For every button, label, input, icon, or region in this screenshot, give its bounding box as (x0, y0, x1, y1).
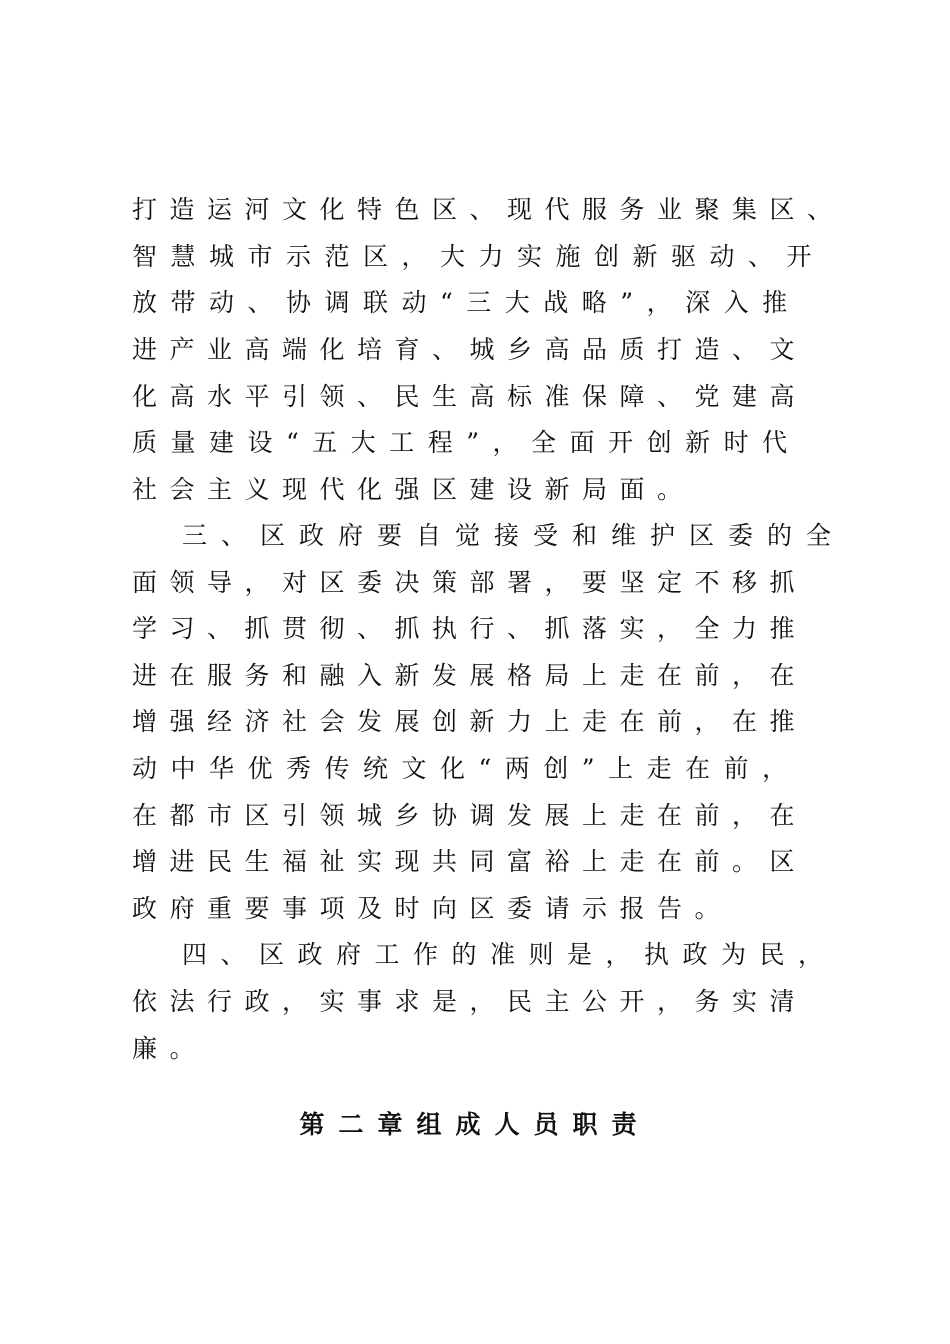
body-line-13: 动中华优秀传统文化“两创”上走在前， (132, 754, 801, 783)
body-line-10: 学习、抓贯彻、抓执行、抓落实，全力推 (132, 614, 808, 643)
body-line-16: 政府重要事项及时向区委请示报告。 (132, 894, 733, 923)
body-line-1: 打造运河文化特色区、现代服务业聚集区、 (132, 195, 845, 224)
chapter-heading: 第二章组成人员职责 (299, 1110, 651, 1139)
body-line-9: 面领导，对区委决策部署，要坚定不移抓 (132, 568, 808, 597)
body-line-11: 进在服务和融入新发展格局上走在前，在 (132, 661, 808, 690)
body-line-4: 进产业高端化培育、城乡高品质打造、文 (132, 335, 808, 364)
body-line-3: 放带动、协调联动“三大战略”，深入推 (132, 288, 801, 317)
paragraph-4-first-line: 四、区政府工作的准则是，执政为民， (182, 940, 837, 969)
body-line-15: 增进民生福祉实现共同富裕上走在前。区 (132, 847, 808, 876)
body-line-19: 廉。 (132, 1034, 208, 1063)
paragraph-3-first-line: 三、区政府要自觉接受和维护区委的全 (182, 521, 846, 550)
body-line-6: 质量建设“五大工程”，全面开创新时代 (132, 428, 801, 457)
body-line-5: 化高水平引领、民生高标准保障、党建高 (132, 382, 808, 411)
body-line-18: 依法行政，实事求是，民主公开，务实清 (132, 987, 808, 1016)
body-line-2: 智慧城市示范区，大力实施创新驱动、开 (132, 242, 826, 271)
body-line-12: 增强经济社会发展创新力上走在前，在推 (132, 707, 808, 736)
body-line-14: 在都市区引领城乡协调发展上走在前，在 (132, 801, 808, 830)
body-line-7: 社会主义现代化强区建设新局面。 (132, 475, 695, 504)
